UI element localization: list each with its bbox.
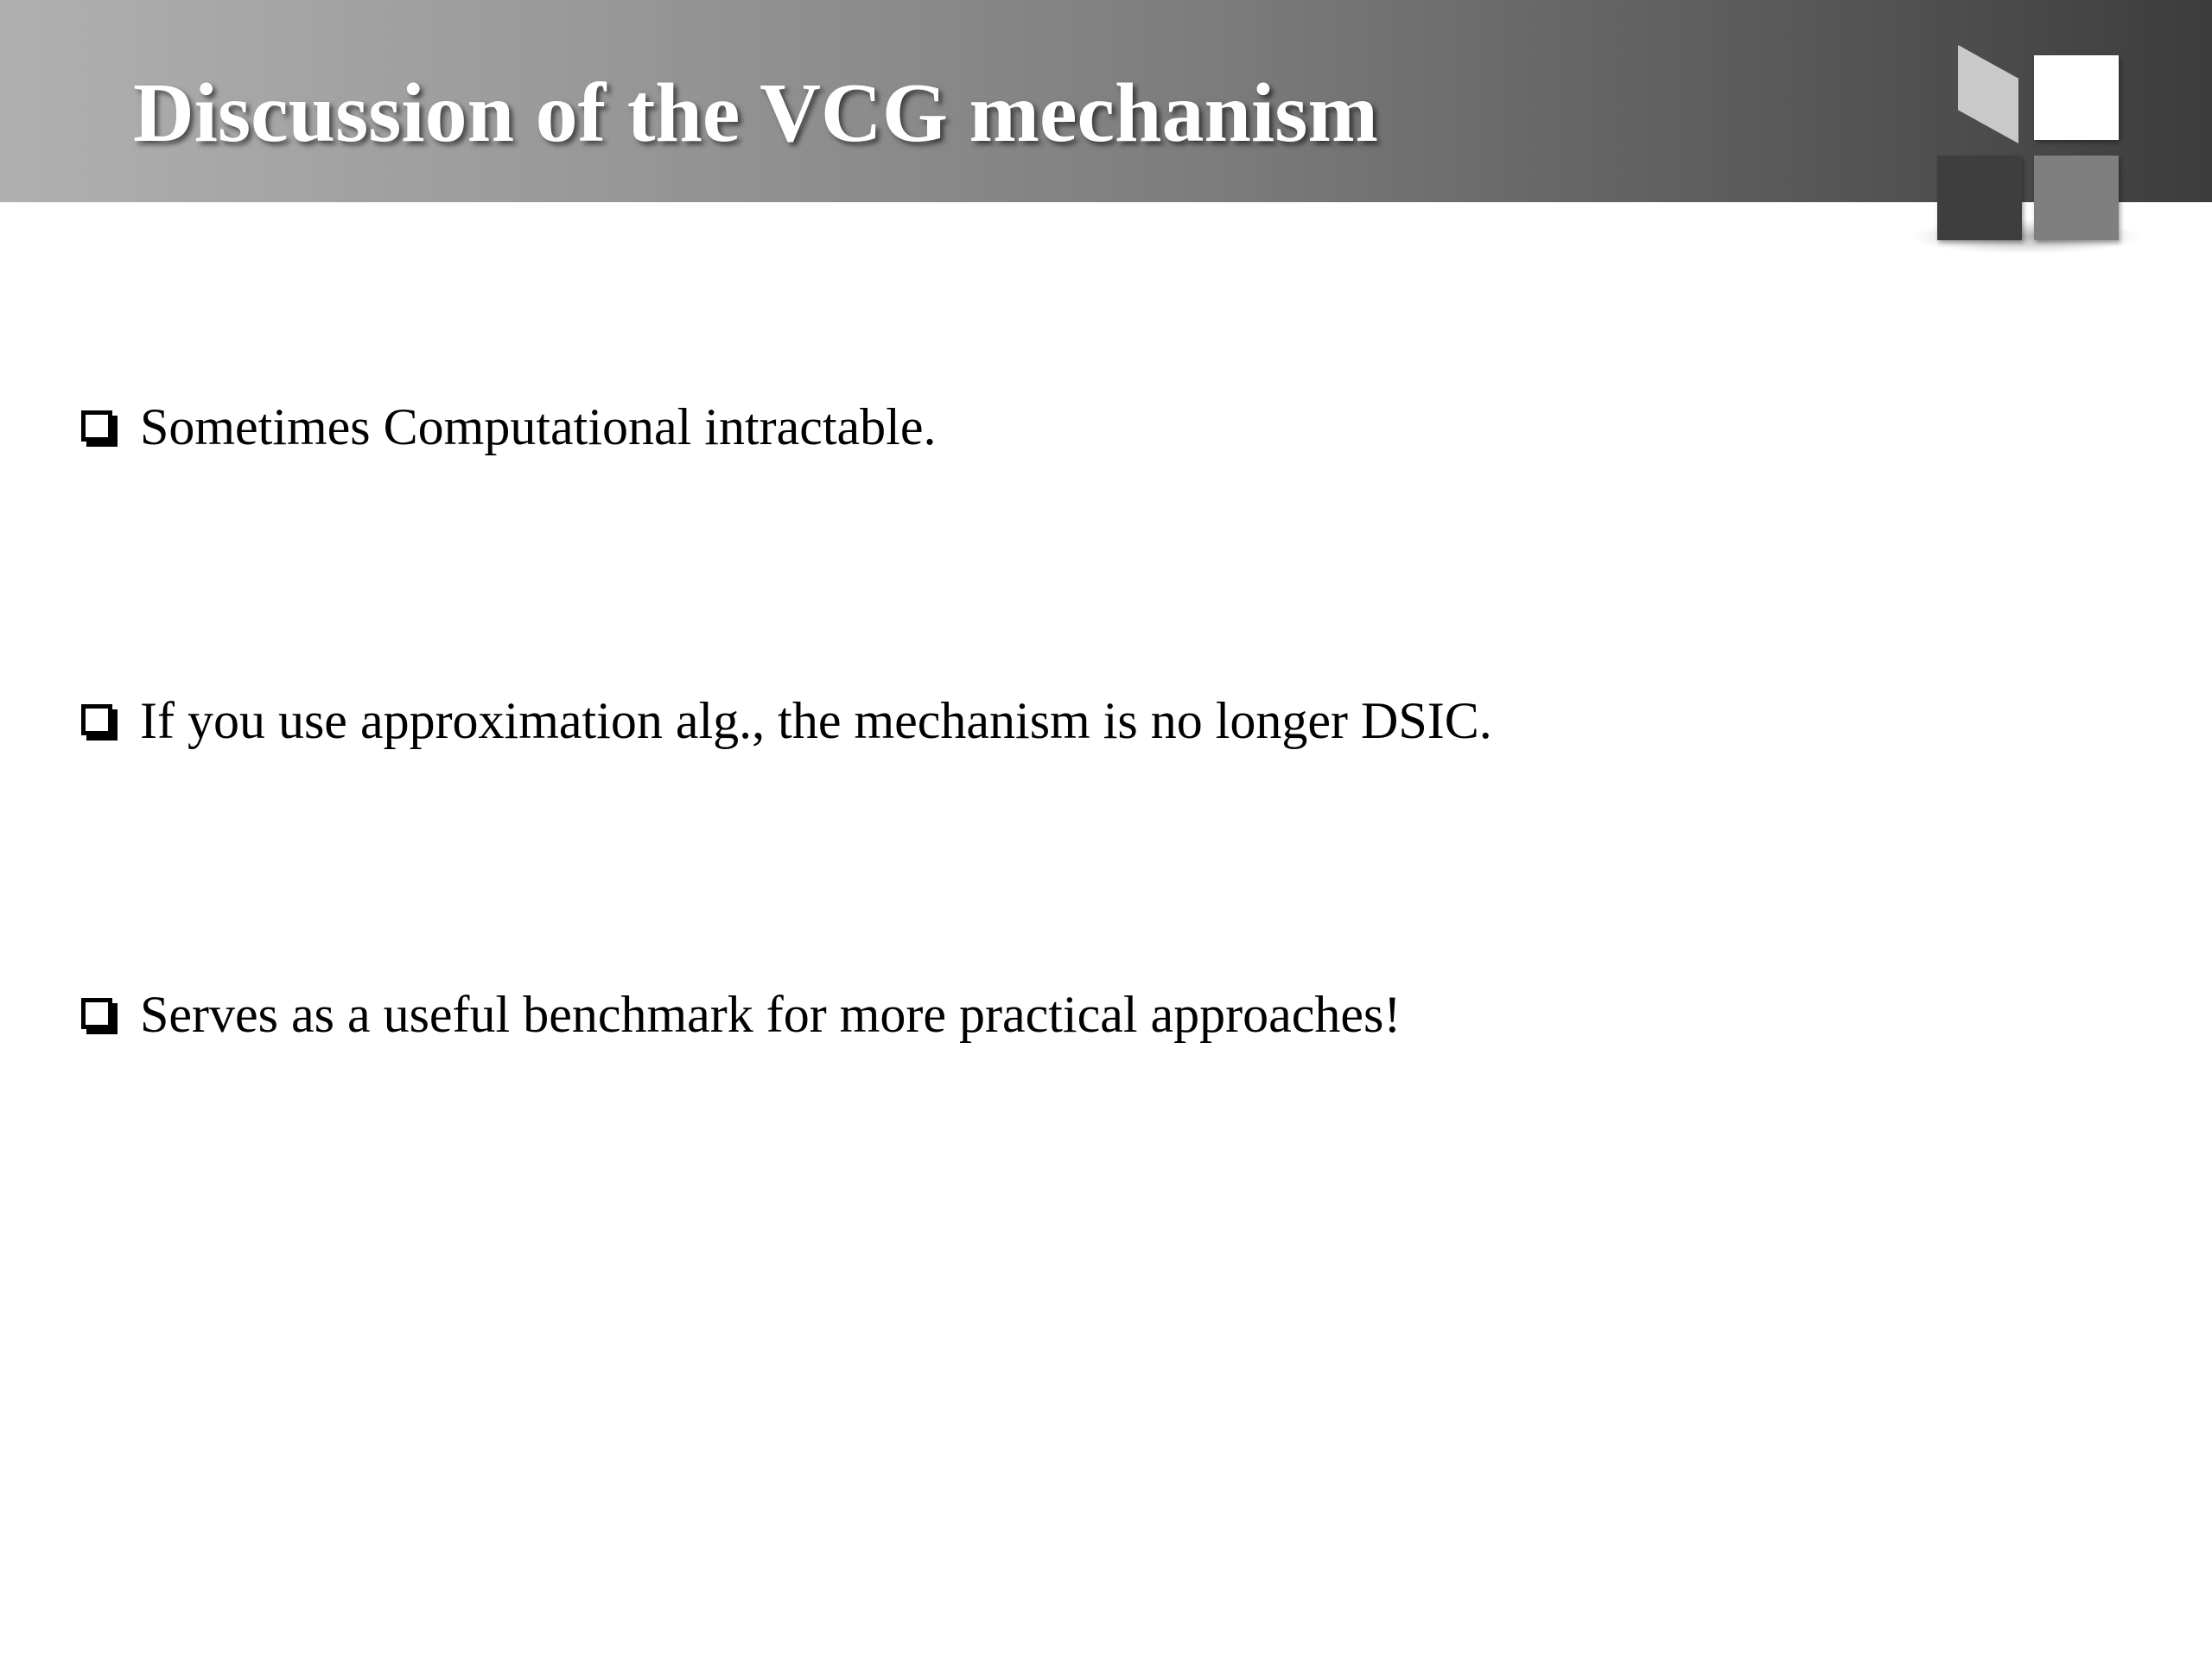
hollow-square-bullet-icon bbox=[81, 704, 112, 735]
logo-block-light-slanted bbox=[1958, 45, 2018, 143]
four-block-logo bbox=[1901, 35, 2160, 259]
logo-block-white bbox=[2034, 55, 2119, 140]
bullet-text: If you use approximation alg., the mechanism is no longer DSIC. bbox=[140, 692, 1492, 749]
bullet-item bbox=[81, 392, 936, 461]
logo-block-dark bbox=[1937, 156, 2022, 240]
slide-title: Discussion of the VCG mechanism bbox=[133, 67, 1379, 160]
bullet-item bbox=[81, 980, 1401, 1049]
hollow-square-bullet-icon bbox=[81, 998, 112, 1029]
bullet-item bbox=[81, 686, 1492, 755]
bullet-text: Sometimes Computational intractable. bbox=[140, 398, 937, 455]
bullet-text: Serves as a useful benchmark for more practical approaches! bbox=[140, 986, 1402, 1043]
hollow-square-bullet-icon bbox=[81, 410, 112, 442]
logo-block-gray bbox=[2034, 156, 2119, 240]
